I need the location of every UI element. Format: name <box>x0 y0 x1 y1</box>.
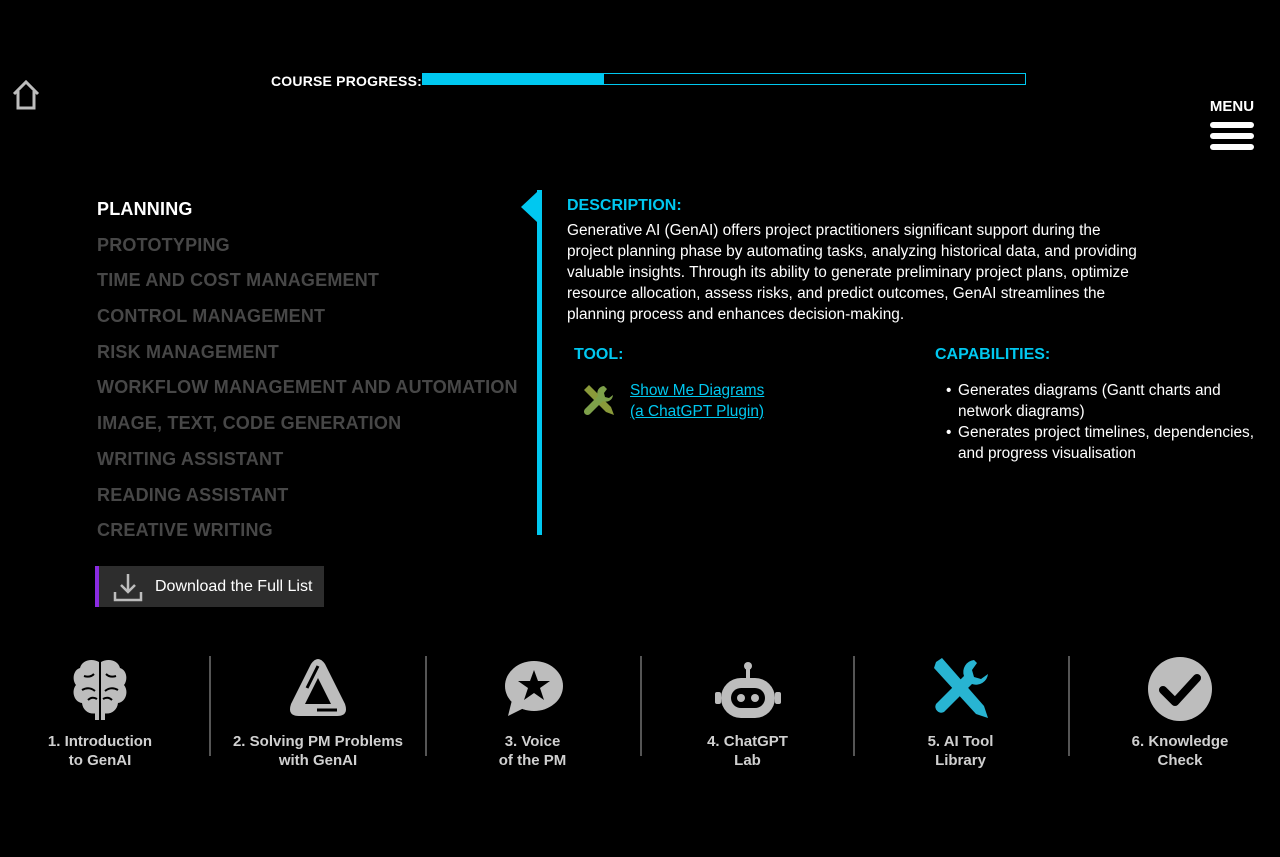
module-label-line2: to GenAI <box>68 752 132 769</box>
module-1-intro[interactable] <box>20 656 180 770</box>
module-label-line1: 2. Solving PM Problems <box>232 733 404 750</box>
topic-item-image-text-code-generation[interactable]: IMAGE, TEXT, CODE GENERATION <box>97 413 402 434</box>
topic-item-creative-writing[interactable]: CREATIVE WRITING <box>97 520 273 541</box>
course-progress-fill <box>423 74 604 84</box>
module-label-line1: 4. ChatGPT <box>707 733 788 750</box>
module-label-line1: 6. Knowledge <box>1131 733 1229 750</box>
module-label-line1: 5. AI Tool <box>927 733 994 750</box>
module-label-line2: Lab <box>734 752 761 769</box>
module-4-chatgpt-lab[interactable] <box>670 656 825 770</box>
module-separator <box>640 656 642 756</box>
menu-button[interactable] <box>1204 98 1260 162</box>
tool-heading: TOOL: <box>574 346 624 363</box>
module-label-line2: with GenAI <box>278 752 358 769</box>
topic-item-time-and-cost-management[interactable]: TIME AND COST MANAGEMENT <box>97 270 380 291</box>
module-3-voice-of-pm[interactable] <box>455 656 610 770</box>
menu-label: MENU <box>1209 98 1255 115</box>
description-heading: DESCRIPTION: <box>567 197 682 214</box>
module-separator <box>425 656 427 756</box>
course-progress-bar <box>422 73 1026 85</box>
tools-icon <box>580 382 618 420</box>
module-5-ai-tool-library[interactable] <box>883 656 1038 770</box>
module-separator <box>209 656 211 756</box>
capability-item: • Generates project timelines, dependencies, and progress visualisation <box>946 422 1266 464</box>
active-topic-pointer <box>521 192 537 222</box>
download-full-list-button[interactable] <box>95 566 324 607</box>
topic-item-control-management[interactable]: CONTROL MANAGEMENT <box>97 306 326 327</box>
module-6-knowledge-check[interactable] <box>1100 656 1260 770</box>
course-progress-label: COURSE PROGRESS: <box>271 73 422 89</box>
robot-icon <box>715 656 781 722</box>
tools-icon <box>930 656 992 722</box>
download-label: Download the Full List <box>155 577 313 595</box>
checkmark-icon <box>1147 656 1213 722</box>
module-label-line2: Check <box>1157 752 1203 769</box>
module-separator <box>1068 656 1070 756</box>
module-label-line2: of the PM <box>498 752 567 769</box>
show-me-diagrams-link[interactable] <box>630 381 800 422</box>
module-label-line2: Library <box>935 752 986 769</box>
topic-item-risk-management[interactable]: RISK MANAGEMENT <box>97 341 279 362</box>
speech-star-icon <box>502 656 564 722</box>
tool-link-line2: (a ChatGPT Plugin) <box>630 402 765 420</box>
brain-icon <box>70 656 130 722</box>
module-2-solving-pm-problems[interactable] <box>218 656 418 770</box>
home-icon <box>10 78 42 112</box>
content-divider <box>537 190 542 535</box>
module-label-line1: 1. Introduction <box>47 733 153 750</box>
module-label-line1: 3. Voice <box>504 733 561 750</box>
topic-list <box>97 197 517 554</box>
module-separator <box>853 656 855 756</box>
capabilities-heading: CAPABILITIES: <box>935 346 1051 363</box>
capabilities-list <box>946 380 1266 464</box>
topic-item-prototyping[interactable]: PROTOTYPING <box>97 234 230 255</box>
capability-item: • Generates diagrams (Gantt charts and network diagrams) <box>946 380 1266 422</box>
topic-item-reading-assistant[interactable]: READING ASSISTANT <box>97 484 289 505</box>
topic-item-planning[interactable]: PLANNING <box>97 199 193 219</box>
tool-link-line1: Show Me Diagrams <box>630 382 765 399</box>
topic-item-writing-assistant[interactable]: WRITING ASSISTANT <box>97 448 284 469</box>
hamburger-icon <box>1204 122 1260 150</box>
description-text: Generative AI (GenAI) offers project practitioners significant support during the project planning phase by automating tasks, analyzing historical data, and providing valuable insights. Through its ability to generate preliminary project plans, optimize resource allocation, assess risks, and predict outcomes, GenAI streamlines the planning process and enhances decision-making. <box>567 222 1137 323</box>
topic-item-workflow-management-and-automation[interactable]: WORKFLOW MANAGEMENT AND AUTOMATION <box>97 377 518 398</box>
home-button[interactable] <box>10 78 42 112</box>
download-icon <box>111 570 145 604</box>
triangle-loop-icon <box>287 656 349 722</box>
